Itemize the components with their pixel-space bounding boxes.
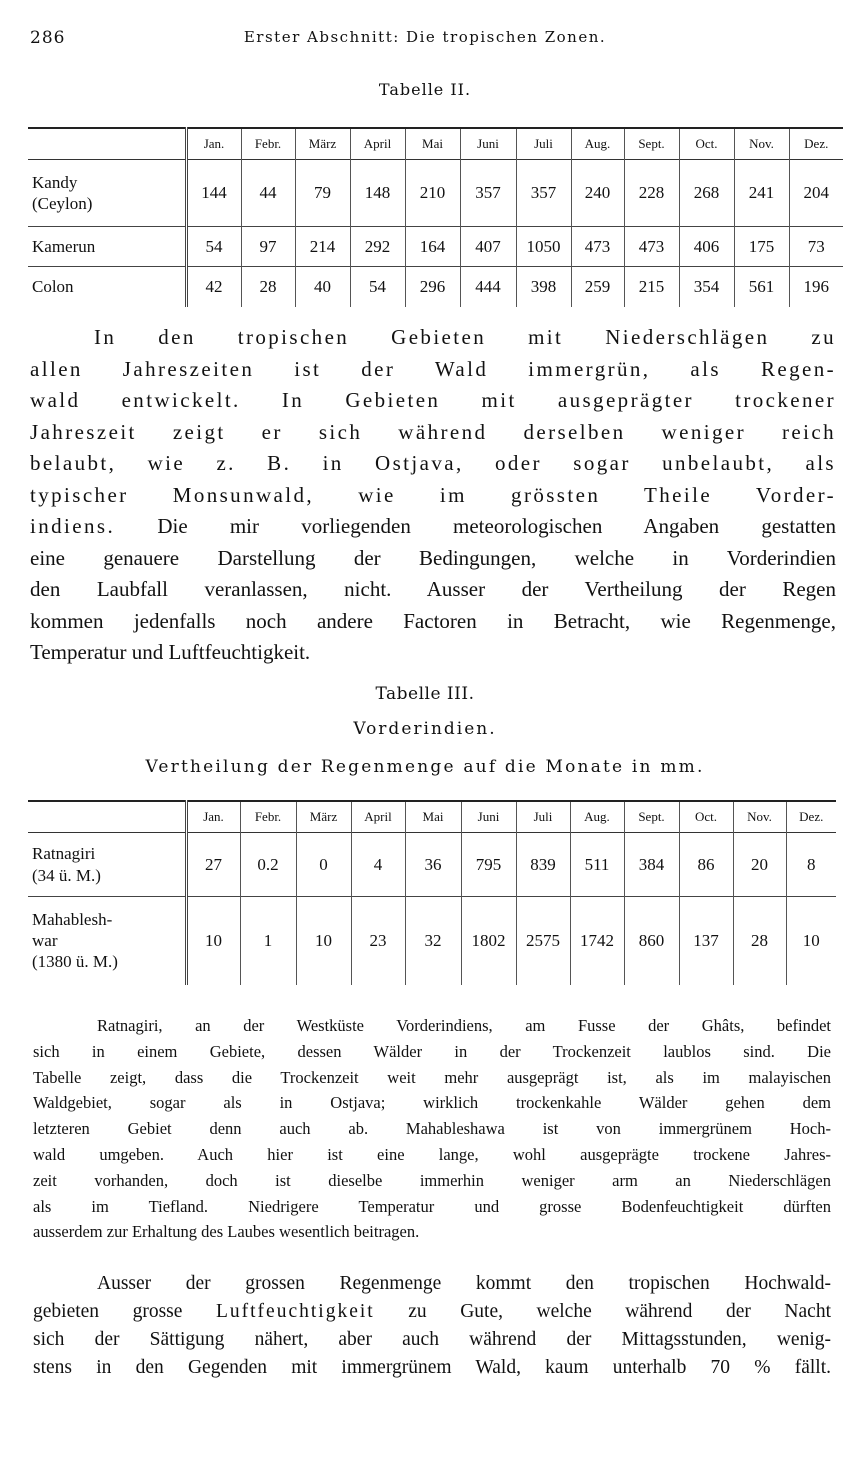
table-cell: 1 <box>240 897 296 985</box>
table-3-month: April <box>351 801 405 833</box>
text-line: Jahreszeit zeigt er sich während derselben weniger reich <box>30 419 836 444</box>
table-2-site: Kamerun <box>28 227 186 267</box>
table-2-corner <box>28 128 186 160</box>
text-line: letzteren Gebiet denn auch ab. Mahableshawa ist von immergrünem Hoch- <box>33 1119 831 1139</box>
text-line: Ratnagiri, an der Westküste Vorderindiens, am Fusse der Ghâts, befindet <box>97 1016 831 1035</box>
table-3 <box>28 800 836 985</box>
table-cell: 561 <box>734 267 789 307</box>
table-cell: 144 <box>186 160 241 227</box>
table-cell: 196 <box>789 267 843 307</box>
table-3-month: Jan. <box>186 801 240 833</box>
table-2-month: Juni <box>460 128 516 160</box>
table-3-month: Juli <box>516 801 570 833</box>
table-cell: 1802 <box>461 897 516 985</box>
table-2-month: Nov. <box>734 128 789 160</box>
table-cell: 10 <box>186 897 240 985</box>
table-2-month: Mai <box>405 128 460 160</box>
table-3-month: Febr. <box>240 801 296 833</box>
table-3-subtitle: Vertheilung der Regenmenge auf die Monate in mm. <box>145 757 705 777</box>
text-line: kommen jedenfalls noch andere Factoren in Betracht, wie Regenmenge, <box>30 608 836 633</box>
table-3-month: Dez. <box>786 801 836 833</box>
page-number: 286 <box>30 28 66 48</box>
text-line: zeit vorhanden, doch ist dieselbe immerhin weniger arm an Niederschlägen <box>33 1170 831 1190</box>
table-cell: 210 <box>405 160 460 227</box>
table-cell: 42 <box>186 267 241 307</box>
table-cell: 175 <box>734 227 789 267</box>
table-cell: 86 <box>679 833 733 897</box>
table-cell: 406 <box>679 227 734 267</box>
table-cell: 40 <box>295 267 350 307</box>
text-line: Temperatur und Luftfeuchtigkeit. <box>30 640 311 664</box>
table-row <box>28 227 843 267</box>
table-cell: 10 <box>296 897 351 985</box>
table-cell: 8 <box>786 833 836 897</box>
text-line: typischer Monsunwald, wie im grössten Theile Vorder- <box>30 482 836 507</box>
site-location: (Ceylon) <box>32 194 93 213</box>
table-cell: 292 <box>350 227 405 267</box>
table-2-month: Juli <box>516 128 571 160</box>
table-2-header-row <box>28 128 843 160</box>
table-2 <box>28 127 843 307</box>
table-2-month: Oct. <box>679 128 734 160</box>
text-line: indiens. Die mir vorliegenden meteorologischen Angaben gestatten <box>30 514 836 538</box>
table-2-site: Colon <box>28 267 186 307</box>
table-3-header-row <box>28 801 836 833</box>
table-cell: 473 <box>571 227 624 267</box>
table-cell: 1050 <box>516 227 571 267</box>
site-altitude: (1380 ü. M.) <box>32 952 118 972</box>
table-2-month: Febr. <box>241 128 295 160</box>
table-cell: 36 <box>405 833 461 897</box>
table-row <box>28 267 843 307</box>
site-name: Kandy <box>32 172 78 192</box>
table-cell: 10 <box>786 897 836 985</box>
table-cell: 204 <box>789 160 843 227</box>
text-line: als im Tiefland. Niedrigere Temperatur und grosse Bodenfeuchtigkeit dürften <box>33 1196 831 1216</box>
running-title: Erster Abschnitt: Die tropischen Zonen. <box>243 28 607 46</box>
table-2-month: Jan. <box>186 128 241 160</box>
table-cell: 73 <box>789 227 843 267</box>
table-2-month: Sept. <box>624 128 679 160</box>
table-2-month: Aug. <box>571 128 624 160</box>
site-name: Mahablesh- <box>32 909 113 929</box>
table-cell: 241 <box>734 160 789 227</box>
text-line: gebieten grosse Luftfeuchtigkeit zu Gute, welche während der Nacht <box>33 1301 831 1322</box>
text-line: sich in einem Gebiete, dessen Wälder in der Trockenzeit laublos sind. Die <box>33 1041 831 1061</box>
site-name-cont: war <box>32 931 58 951</box>
table-cell: 259 <box>571 267 624 307</box>
table-cell: 473 <box>624 227 679 267</box>
table-cell: 240 <box>571 160 624 227</box>
table-cell: 511 <box>570 833 624 897</box>
table-2-month: April <box>350 128 405 160</box>
table-cell: 384 <box>624 833 679 897</box>
text-line: Ausser der grossen Regenmenge kommt den tropischen Hochwald- <box>97 1273 831 1294</box>
table-cell: 839 <box>516 833 570 897</box>
table-2-month: Dez. <box>789 128 843 160</box>
table-cell: 215 <box>624 267 679 307</box>
text-line: Waldgebiet, sogar als in Ostjava; wirklich trockenkahle Wälder gehen dem <box>33 1093 831 1113</box>
text-line: ausserdem zur Erhaltung des Laubes wesentlich beitragen. <box>33 1222 420 1242</box>
table-3-month: Sept. <box>624 801 679 833</box>
paragraph-3 <box>33 1270 831 1382</box>
table-cell: 79 <box>295 160 350 227</box>
text-line: eine genauere Darstellung der Bedingungen, welche in Vorderindien <box>30 545 836 570</box>
table-cell: 2575 <box>516 897 570 985</box>
text-line: allen Jahreszeiten ist der Wald immergrün, als Regen- <box>30 356 836 381</box>
table-cell: 795 <box>461 833 516 897</box>
table-cell: 54 <box>186 227 241 267</box>
table-cell: 354 <box>679 267 734 307</box>
table-cell: 164 <box>405 227 460 267</box>
table-row <box>28 160 843 227</box>
table-3-site <box>28 833 186 897</box>
table-2-month: März <box>295 128 350 160</box>
table-cell: 1742 <box>570 897 624 985</box>
table-3-site <box>28 897 186 985</box>
table-cell: 296 <box>405 267 460 307</box>
table-cell: 860 <box>624 897 679 985</box>
table-cell: 268 <box>679 160 734 227</box>
table-row <box>28 897 836 985</box>
table-cell: 444 <box>460 267 516 307</box>
table-row <box>28 833 836 897</box>
text-line: wald entwickelt. In Gebieten mit ausgeprägter trockener <box>30 388 836 412</box>
table-cell: 23 <box>351 897 405 985</box>
table-cell: 228 <box>624 160 679 227</box>
table-cell: 28 <box>241 267 295 307</box>
table-cell: 148 <box>350 160 405 227</box>
text-line: den Laubfall veranlassen, nicht. Ausser der Vertheilung der Regen <box>30 577 836 601</box>
table-cell: 27 <box>186 833 240 897</box>
table-cell: 28 <box>733 897 786 985</box>
text-line: Tabelle zeigt, dass die Trockenzeit weit mehr ausgeprägt ist, als im malayischen <box>33 1067 831 1087</box>
paragraph-1 <box>30 322 836 669</box>
paragraph-2 <box>33 1013 831 1245</box>
text-line: sich der Sättigung nähert, aber auch während der Mittagsstunden, wenig- <box>33 1329 831 1350</box>
spaced-term: Luftfeuchtigkeit <box>215 1301 375 1322</box>
table-cell: 54 <box>350 267 405 307</box>
text-line: wald umgeben. Auch hier ist eine lange, wohl ausgeprägte trockene Jahres- <box>33 1144 831 1164</box>
site-altitude: (34 ü. M.) <box>32 865 101 885</box>
table-cell: 97 <box>241 227 295 267</box>
table-3-corner <box>28 801 186 833</box>
table-cell: 20 <box>733 833 786 897</box>
table-cell: 357 <box>516 160 571 227</box>
table-2-site <box>28 160 186 227</box>
table-cell: 357 <box>460 160 516 227</box>
table-2-caption: Tabelle II. <box>378 80 472 99</box>
table-cell: 0.2 <box>240 833 296 897</box>
table-cell: 137 <box>679 897 733 985</box>
table-cell: 214 <box>295 227 350 267</box>
text-line: stens in den Gegenden mit immergrünem Wald, kaum unterhalb 70 % fällt. <box>33 1357 831 1378</box>
table-cell: 44 <box>241 160 295 227</box>
text-line: belaubt, wie z. B. in Ostjava, oder sogar unbelaubt, als <box>30 451 836 475</box>
text-line: In den tropischen Gebieten mit Niederschlägen zu <box>94 325 836 349</box>
table-cell: 407 <box>460 227 516 267</box>
table-3-region: Vorderindien. <box>353 719 497 739</box>
table-cell: 4 <box>351 833 405 897</box>
site-name: Ratnagiri <box>32 844 96 864</box>
table-cell: 398 <box>516 267 571 307</box>
table-3-caption: Tabelle III. <box>375 684 475 704</box>
table-3-month: Mai <box>405 801 461 833</box>
table-3-month: Oct. <box>679 801 733 833</box>
table-3-month: Aug. <box>570 801 624 833</box>
table-3-month: Juni <box>461 801 516 833</box>
table-3-month: Nov. <box>733 801 786 833</box>
table-3-month: März <box>296 801 351 833</box>
table-cell: 32 <box>405 897 461 985</box>
table-cell: 0 <box>296 833 351 897</box>
page-header <box>30 28 820 50</box>
